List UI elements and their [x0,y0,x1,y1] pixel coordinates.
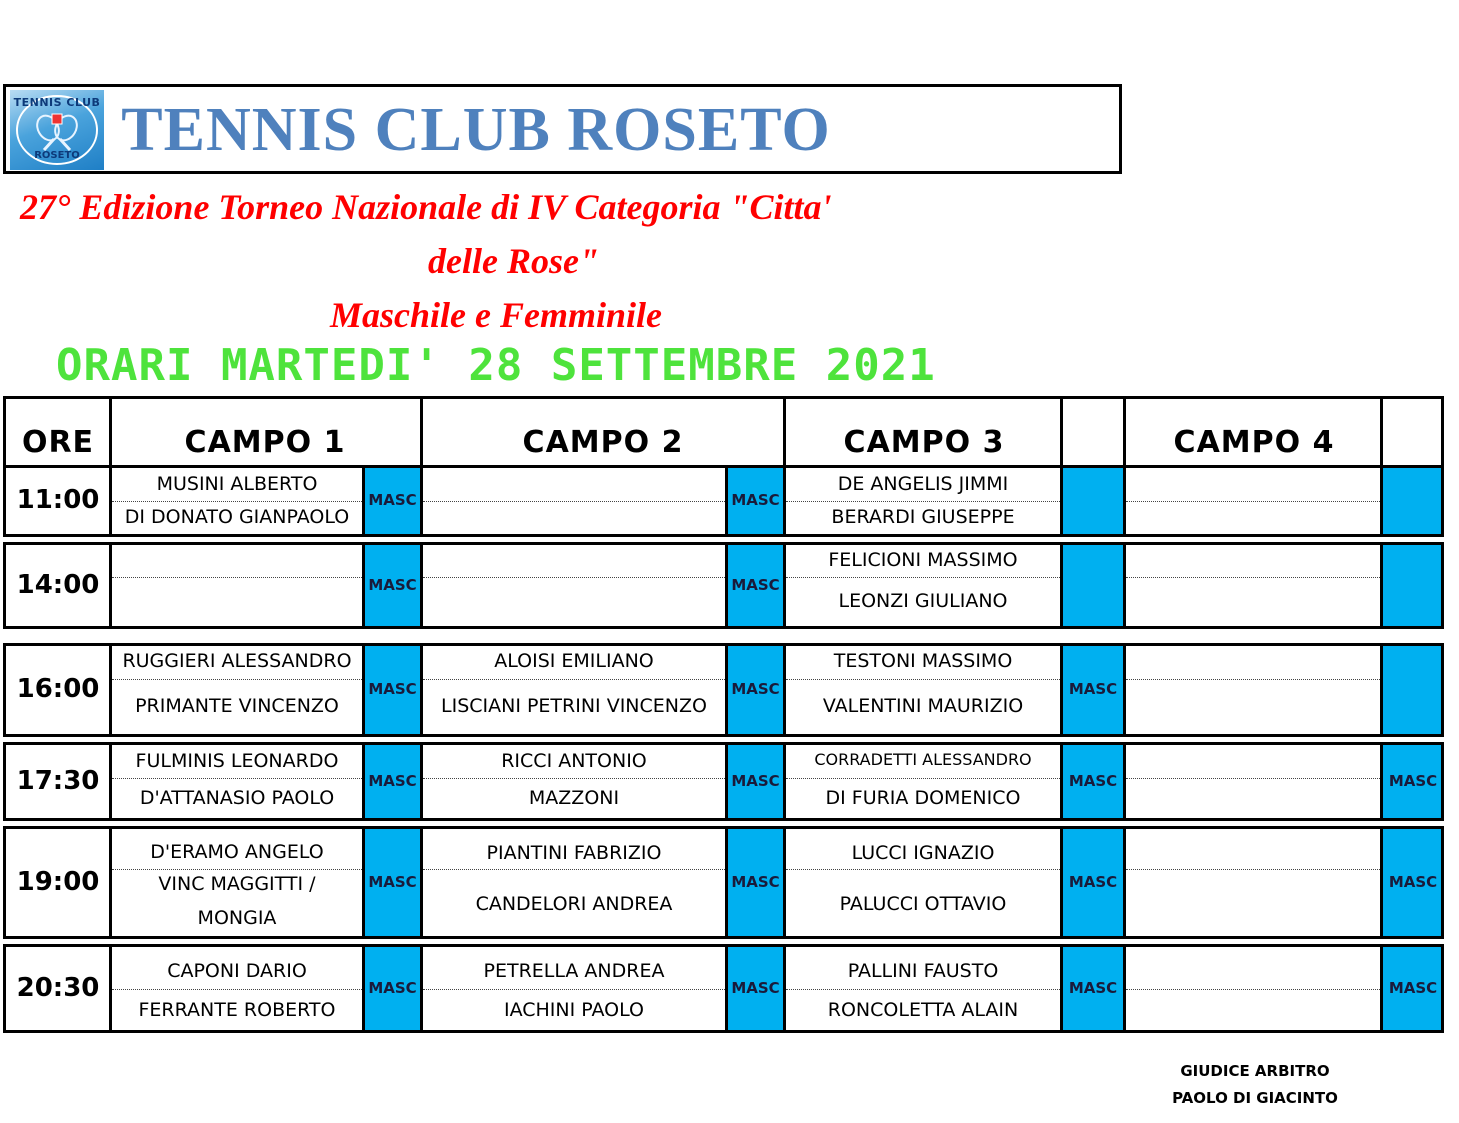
player-name: TESTONI MASSIMO [833,650,1013,672]
slot-top-border [3,542,1443,545]
player-name: CANDELORI ANDREA [475,893,673,915]
name-separator [112,501,362,502]
masc-label: MASC [1388,872,1438,891]
subtitle-line-2: delle Rose" [428,241,599,281]
masc-cell [1383,468,1443,534]
player-name: CAPONI DARIO [167,960,307,982]
slot-top-border [3,643,1443,646]
masc-label: MASC [1068,680,1118,698]
player-name: D'ATTANASIO PAOLO [139,787,335,809]
slot-divider [1123,826,1126,939]
slot-top-border [3,944,1443,947]
name-separator [1126,989,1380,990]
logo-text-bottom: ROSETO [34,150,80,161]
player-name: LISCIANI PETRINI VINCENZO [441,695,707,717]
header-campo-4: CAMPO 4 [1173,425,1335,460]
masc-label: MASC [368,771,417,790]
masc-label: MASC [368,978,417,997]
player-name: CORRADETTI ALESSANDRO [814,750,1032,769]
name-separator [423,577,725,578]
slot-time: 11:00 [16,485,100,515]
masc-label: MASC [1068,771,1118,790]
player-name: LEONZI GIULIANO [838,590,1008,612]
slot-divider [1123,742,1126,821]
slot-bottom-border [3,936,1443,939]
player-name: RUGGIERI ALESSANDRO [122,650,352,672]
player-name: VINC MAGGITTI / [158,873,316,895]
name-separator [786,778,1060,779]
player-name: MUSINI ALBERTO [156,473,318,495]
name-separator [423,679,725,680]
masc-label: MASC [731,575,780,594]
club-title: TENNIS CLUB ROSETO [121,96,831,164]
header-box [3,84,1122,174]
header-divider [3,396,6,468]
name-separator [112,778,362,779]
slot-divider [1441,643,1444,737]
slot-divider [1060,465,1063,537]
player-name: D'ERAMO ANGELO [150,841,324,863]
player-name: RICCI ANTONIO [501,750,647,772]
name-separator [1126,501,1380,502]
name-separator [423,989,725,990]
player-name: LUCCI IGNAZIO [851,842,995,864]
slot-divider [1441,465,1444,537]
name-separator [423,501,725,502]
slot-divider [420,542,423,629]
masc-label: MASC [1388,771,1438,790]
masc-label: MASC [368,491,417,509]
name-separator [1126,869,1380,870]
slot-bottom-border [3,818,1443,821]
slot-divider [1380,465,1383,537]
masc-label: MASC [368,575,417,594]
player-name: PIANTINI FABRIZIO [486,842,662,864]
masc-label: MASC [731,872,780,891]
name-separator [786,577,1060,578]
slot-time: 19:00 [16,866,100,897]
header-campo-1: CAMPO 1 [184,425,346,460]
name-separator [786,501,1060,502]
player-name: MAZZONI [528,787,620,809]
header-divider [109,396,112,468]
slot-top-border [3,742,1443,745]
name-separator [112,869,362,870]
slot-bottom-border [3,534,1443,537]
subtitle-line-3: Maschile e Femminile [330,295,662,335]
name-separator [423,869,725,870]
player-name: PALLINI FAUSTO [847,960,999,982]
player-name: PALUCCI OTTAVIO [839,893,1007,915]
player-name: DI FURIA DOMENICO [825,787,1021,809]
header-divider [1380,396,1383,468]
slot-divider [1060,542,1063,629]
player-name: DE ANGELIS JIMMI [837,473,1009,495]
slot-divider [1380,542,1383,629]
logo-text-top: TENNIS CLUB [13,96,101,109]
name-separator [112,989,362,990]
slot-time: 20:30 [16,972,100,1003]
header-divider [783,396,786,468]
player-name: DI DONATO GIANPAOLO [124,506,350,528]
masc-label: MASC [1068,872,1118,891]
name-separator [112,577,362,578]
judge-label: GIUDICE ARBITRO [1180,1062,1330,1080]
player-name: PRIMANTE VINCENZO [135,695,339,717]
player-name: FULMINIS LEONARDO [135,750,339,772]
slot-divider [1380,643,1383,737]
name-separator [1126,577,1380,578]
slot-bottom-border [3,734,1443,737]
player-name: MONGIA [197,907,277,929]
masc-cell [1063,468,1123,534]
player-name: FERRANTE ROBERTO [138,999,336,1021]
player-name: VALENTINI MAURIZIO [822,695,1024,717]
day-title: ORARI MARTEDI' 28 SETTEMBRE 2021 [56,340,936,391]
header-divider [1441,396,1444,468]
name-separator [1126,778,1380,779]
masc-label: MASC [1388,978,1438,997]
player-name: FELICIONI MASSIMO [828,549,1018,571]
player-name: ALOISI EMILIANO [494,650,654,672]
masc-cell [1383,545,1443,626]
slot-top-border [3,826,1443,829]
slot-time: 17:30 [16,765,100,796]
player-name: BERARDI GIUSEPPE [831,506,1015,528]
masc-cell [1383,646,1443,734]
header-divider [1060,396,1063,468]
player-name: IACHINI PAOLO [503,999,644,1021]
masc-label: MASC [368,680,417,698]
header-ore: ORE [21,425,95,460]
slot-bottom-border [3,1030,1443,1033]
slot-divider [1123,542,1126,629]
name-separator [786,989,1060,990]
name-separator [786,679,1060,680]
table-top-border [3,396,1443,399]
header-divider [1123,396,1126,468]
header-divider [420,396,423,468]
header-campo-2: CAMPO 2 [522,425,684,460]
player-name: RONCOLETTA ALAIN [827,999,1019,1021]
masc-label: MASC [731,680,780,698]
name-separator [112,679,362,680]
name-separator [786,869,1060,870]
masc-label: MASC [368,872,417,891]
slot-divider [1123,643,1126,737]
name-separator [1126,679,1380,680]
player-name: PETRELLA ANDREA [483,960,665,982]
masc-cell [1063,545,1123,626]
name-separator [423,778,725,779]
club-logo [10,90,104,170]
judge-name: PAOLO DI GIACINTO [1172,1089,1338,1107]
slot-bottom-border [3,626,1443,629]
masc-label: MASC [731,491,780,509]
slot-top-border [3,465,1443,468]
masc-label: MASC [1068,978,1118,997]
masc-label: MASC [731,771,780,790]
slot-divider [1441,542,1444,629]
slot-time: 16:00 [16,674,100,704]
slot-time: 14:00 [16,569,100,600]
subtitle-line-1: 27° Edizione Torneo Nazionale di IV Categoria "Citta' [20,187,832,227]
masc-label: MASC [731,978,780,997]
header-campo-3: CAMPO 3 [843,425,1005,460]
